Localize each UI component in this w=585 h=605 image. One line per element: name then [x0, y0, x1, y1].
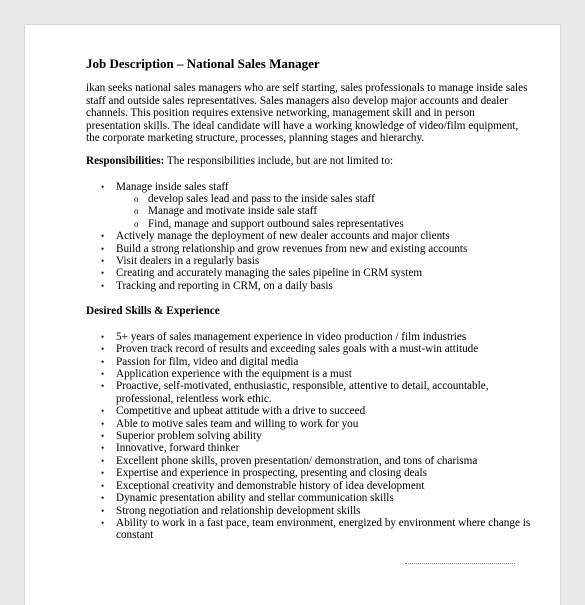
bullet-icon: • — [101, 381, 105, 392]
skill-text: Strong negotiation and relationship development skills — [116, 504, 361, 517]
skill-item — [101, 504, 531, 517]
bullet-icon: • — [101, 431, 105, 442]
bullet-icon: • — [101, 406, 105, 417]
bullet-icon: • — [101, 356, 105, 367]
responsibility-subitem-text: Find, manage and support outbound sales representatives — [148, 217, 404, 230]
skill-item — [101, 442, 531, 455]
bullet-icon: • — [101, 418, 105, 429]
skill-item — [101, 454, 531, 467]
skill-item — [101, 467, 531, 480]
bullet-icon: • — [101, 344, 105, 355]
skill-text: Proven track record of results and exceeding sales goals with a must-win attitude — [116, 343, 479, 356]
bullet-icon: • — [101, 331, 105, 342]
bullet-icon: • — [101, 468, 105, 479]
responsibility-item — [101, 267, 531, 280]
bullet-icon: • — [101, 517, 105, 528]
responsibility-text: Actively manage the deployment of new dealer accounts and major clients — [116, 230, 450, 243]
bullet-icon: • — [101, 181, 105, 192]
skill-text: Excellent phone skills, proven presentation/ demonstration, and tons of charisma — [116, 454, 478, 467]
responsibility-subitem-text: develop sales lead and pass to the inside sales staff — [148, 192, 375, 205]
document-content — [86, 56, 531, 555]
responsibilities-heading — [86, 155, 531, 168]
sub-bullet-icon: o — [134, 218, 139, 229]
skill-text: Innovative, forward thinker — [116, 442, 240, 455]
responsibility-subitem-text: Manage and motivate inside sale staff — [148, 205, 318, 218]
skill-item — [101, 492, 531, 505]
bullet-icon: • — [101, 268, 105, 279]
responsibilities-lead: The responsibilities include, but are not limited to: — [164, 154, 394, 167]
responsibility-text: Manage inside sales staff — [116, 180, 229, 193]
skill-text: Dynamic presentation ability and stellar communication skills — [116, 492, 394, 505]
skill-text: Ability to work in a fast pace, team environment, energized by environment where change is constant — [116, 516, 531, 542]
sub-bullet-icon: o — [134, 206, 139, 217]
document-page — [25, 25, 560, 605]
bullet-icon: • — [101, 256, 105, 266]
responsibility-item — [101, 279, 531, 292]
skill-text: Exceptional creativity and demonstrable history of idea development — [116, 479, 425, 492]
responsibility-subitem — [134, 192, 531, 205]
skill-text: Able to motive sales team and willing to work for you — [116, 417, 359, 430]
responsibility-item — [101, 255, 531, 267]
responsibility-sublist — [116, 193, 531, 230]
bullet-icon: • — [101, 443, 105, 454]
skill-text: Competitive and upbeat attitude with a drive to succeed — [116, 405, 366, 418]
responsibility-subitem — [134, 217, 531, 230]
responsibility-text: Creating and accurately managing the sales pipeline in CRM system — [116, 267, 423, 280]
bullet-icon: • — [101, 493, 105, 504]
responsibilities-list — [86, 181, 531, 293]
skill-text: Application experience with the equipment is a must — [116, 368, 352, 381]
page-cut-artifact — [405, 563, 515, 566]
bullet-icon: • — [101, 243, 105, 254]
bullet-icon: • — [101, 455, 105, 466]
bullet-icon: • — [101, 231, 105, 242]
skills-list — [86, 331, 531, 542]
responsibility-item — [101, 180, 531, 231]
skill-item — [101, 343, 531, 356]
skill-item — [101, 355, 531, 368]
page-title: Job Description – National Sales Manager — [86, 56, 320, 71]
responsibilities-label: Responsibilities: — [86, 154, 165, 167]
bullet-icon: • — [101, 369, 105, 380]
skill-text: Expertise and experience in prospecting, presenting and closing deals — [116, 467, 427, 480]
skill-item — [101, 380, 531, 405]
responsibility-text: Visit dealers in a regularly basis — [116, 255, 260, 267]
responsibility-item — [101, 242, 531, 255]
skill-item — [101, 516, 531, 542]
skill-item — [101, 430, 531, 443]
skill-text: Superior problem solving ability — [116, 430, 262, 443]
skill-item — [101, 417, 531, 430]
skill-item — [101, 479, 531, 492]
skill-item — [101, 330, 531, 343]
responsibility-item — [101, 230, 531, 243]
skill-text: Proactive, self-motivated, enthusiastic, responsible, attentive to detail, accountable, professional, relentless work ethic. — [116, 380, 489, 405]
responsibility-subitem — [134, 205, 531, 218]
intro-paragraph: ikan seeks national sales managers who are self starting, sales professionals to manage inside sales staff and outside sales representatives. Sales managers also develop major accounts and dealer channels. This position requires extensive networking, management skill and in person presentation skills. The ideal candidate will have a working knowledge of video/film equipment, the corporate marketing structure, processes, planning stages and hierarchy. — [86, 82, 528, 145]
skills-heading: Desired Skills & Experience — [86, 305, 220, 318]
responsibility-text: Tracking and reporting in CRM, on a daily basis — [116, 279, 333, 292]
bullet-icon: • — [101, 480, 105, 491]
sub-bullet-icon: o — [134, 193, 139, 204]
bullet-icon: • — [101, 280, 105, 291]
skill-item — [101, 405, 531, 418]
skill-text: 5+ years of sales management experience in video production / film industries — [116, 330, 467, 343]
bullet-icon: • — [101, 505, 105, 516]
skill-text: Passion for film, video and digital media — [116, 355, 299, 368]
responsibility-text: Build a strong relationship and grow revenues from new and existing accounts — [116, 242, 468, 255]
skill-item — [101, 368, 531, 381]
